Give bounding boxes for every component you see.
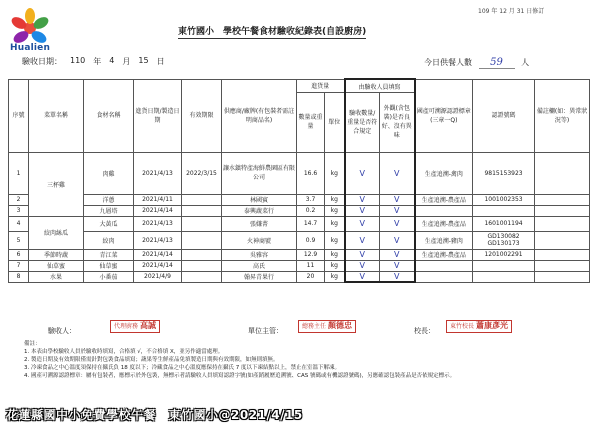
row-seq: 7 (9, 260, 29, 271)
row-date: 2021/4/14 (134, 260, 182, 271)
row-check-pkg: V (380, 194, 415, 205)
row-unit: kg (325, 216, 345, 231)
logo-text: Hualien (10, 43, 51, 53)
row-expiry (182, 231, 222, 249)
photo-caption: 花蓮縣國中小免費學校午餐 東竹國小@2021/4/15 (6, 408, 303, 422)
row-check-pkg: V (380, 249, 415, 260)
inspector-label: 驗收人： (48, 327, 76, 335)
header-supplier: 供應商/廠牌(有包裝者需註明商品名) (222, 79, 297, 152)
row-remarks (535, 216, 590, 231)
note-item: 4. 國產可溯源認證標章：屬有包裝者，應標示於外包裝，無標示者請驗收人員填寫認證字號(如產銷履歷追溯號、CAS 號碼或有機認證號碼)，另應確認包裝產品是否依規定標示。 (24, 373, 456, 379)
row-remarks (535, 271, 590, 282)
row-remarks (535, 205, 590, 216)
row-dish: 三杯雞 (29, 152, 84, 216)
header-remarks: 備註欄(如：異常狀況等) (535, 79, 590, 152)
ingredient-inspection-table (8, 78, 590, 283)
row-qty: 14.7 (297, 216, 325, 231)
row-unit: kg (325, 231, 345, 249)
row-check-pkg: V (380, 205, 415, 216)
notes-section (24, 340, 574, 380)
notes-title: 備註： (24, 341, 41, 347)
row-expiry (182, 194, 222, 205)
header-origin: 國產可溯源認證標章(三章一Q) (415, 79, 473, 152)
row-origin: 生產追溯-農產品 (415, 194, 473, 205)
row-qty: 11 (297, 260, 325, 271)
row-seq: 2 (9, 194, 29, 205)
inspection-date (22, 56, 165, 67)
row-expiry (182, 216, 222, 231)
supervisor-stamp (298, 320, 356, 333)
row-supplier: 翰昇青果行 (222, 271, 297, 282)
principal-stamp-title: 東竹校長 (450, 323, 475, 330)
table-row (9, 231, 590, 249)
row-origin: 生產追溯-農產品 (415, 249, 473, 260)
principal-stamp-name: 蕭康彥光 (476, 321, 509, 330)
supervisor-stamp-title: 總務主任 (302, 323, 327, 330)
row-ingredient: 九層塔 (84, 205, 134, 216)
row-remarks (535, 249, 590, 260)
row-check-qty: V (345, 216, 380, 231)
row-ingredient: 仙草蜜 (84, 260, 134, 271)
row-check-pkg: V (380, 271, 415, 282)
row-ingredient: 肉雞 (84, 152, 134, 194)
row-supplier: 張嫌菁 (222, 216, 297, 231)
header-dish: 菜單名稱 (29, 79, 84, 152)
supervisor-label: 單位主管： (248, 327, 283, 335)
row-origin (415, 260, 473, 271)
servings-unit: 人 (521, 58, 530, 67)
row-cert-no (473, 271, 535, 282)
row-origin: 生產追溯-豬肉 (415, 231, 473, 249)
row-date: 2021/4/13 (134, 231, 182, 249)
row-check-qty: V (345, 194, 380, 205)
row-qty: 0.9 (297, 231, 325, 249)
header-check-pkg: 外觀(含包裝)是否良好、沒有異味 (380, 93, 415, 152)
row-seq: 1 (9, 152, 29, 194)
row-check-pkg: V (380, 216, 415, 231)
row-cert-no (473, 205, 535, 216)
table-row (9, 216, 590, 231)
row-qty: 12.9 (297, 249, 325, 260)
header-receipt-group: 進貨量 (297, 79, 345, 93)
row-expiry: 2022/3/15 (182, 152, 222, 194)
header-expiry: 有效期限 (182, 79, 222, 152)
row-check-qty: V (345, 260, 380, 271)
row-date: 2021/4/9 (134, 271, 182, 282)
supervisor-stamp-name: 顏德忠 (328, 321, 353, 330)
row-unit: kg (325, 194, 345, 205)
row-unit: kg (325, 260, 345, 271)
row-ingredient: 小番茄 (84, 271, 134, 282)
date-day: 15 (138, 56, 149, 65)
date-month: 4 (109, 56, 115, 65)
row-check-qty: V (345, 152, 380, 194)
row-seq: 8 (9, 271, 29, 282)
row-ingredient: 青江菜 (84, 249, 134, 260)
date-year-unit: 年 (93, 57, 102, 66)
principal-label: 校長： (414, 327, 435, 335)
servings-value: 59 (479, 57, 515, 69)
row-ingredient: 洋蔥 (84, 194, 134, 205)
row-unit: kg (325, 249, 345, 260)
row-supplier: 高氏 (222, 260, 297, 271)
note-item: 2. 製造日期及有效期限僅需針對包裝食品填寫；蔬果等生鮮產品免填製造日期與有效期限，如無則填無。 (24, 357, 279, 363)
row-date: 2021/4/13 (134, 152, 182, 194)
note-item: 3. 冷凍食品之中心溫度須保持在攝氏負 18 度以下；冷藏食品之中心溫度應保持在攝氏 7 度以下凍結點以上，禁止在室溫下解凍。 (24, 365, 340, 371)
row-origin (415, 271, 473, 282)
row-seq: 5 (9, 231, 29, 249)
row-cert-no: GD130082 GD130173 (473, 231, 535, 249)
header-seq: 序號 (9, 79, 29, 152)
row-dish: 仙草蜜 (29, 260, 84, 271)
table-row (9, 260, 590, 271)
row-ingredient: 絞肉 (84, 231, 134, 249)
servings-count (424, 57, 529, 69)
row-remarks (535, 194, 590, 205)
note-item: 1. 本表由學校驗收人員於驗收時填寫，合格填 √，不合格填 X，並另作適當處理。 (24, 349, 224, 355)
row-remarks (535, 260, 590, 271)
table-row (9, 271, 590, 282)
row-date: 2021/4/14 (134, 249, 182, 260)
page-title: 東竹國小 學校午餐食材驗收紀錄表(自設廚房) (178, 24, 366, 39)
inspector-stamp-title: 代理廚務 (114, 323, 139, 330)
row-supplier: 林國賓 (222, 194, 297, 205)
row-origin (415, 205, 473, 216)
row-qty: 3.7 (297, 194, 325, 205)
principal-stamp (446, 320, 512, 333)
row-cert-no: 1001002353 (473, 194, 535, 205)
header-date: 進貨日期/製造日期 (134, 79, 182, 152)
row-dish: 絞肉絲瓜 (29, 216, 84, 249)
row-seq: 6 (9, 249, 29, 260)
row-cert-no: 1601001194 (473, 216, 535, 231)
row-check-pkg: V (380, 260, 415, 271)
row-expiry (182, 249, 222, 260)
row-supplier: 讓水鎮特產海鮮農園區有限公司 (222, 152, 297, 194)
row-origin: 生產追溯-禽肉 (415, 152, 473, 194)
row-remarks (535, 231, 590, 249)
row-dish: 季節時蔬 (29, 249, 84, 260)
header-unit: 單位 (325, 93, 345, 152)
header-qty: 數量或重量 (297, 93, 325, 152)
row-date: 2021/4/11 (134, 194, 182, 205)
row-check-qty: V (345, 271, 380, 282)
servings-label: 今日供餐人數 (424, 58, 472, 67)
row-supplier: 吳雅容 (222, 249, 297, 260)
header-ingredient: 食材名稱 (84, 79, 134, 152)
row-check-qty: V (345, 205, 380, 216)
row-origin: 生產追溯-農產品 (415, 216, 473, 231)
row-unit: kg (325, 205, 345, 216)
inspector-stamp-name: 高誠 (140, 321, 157, 330)
row-dish: 水果 (29, 271, 84, 282)
header-check-qty: 驗收數量/重量是否符合規定 (345, 93, 380, 152)
row-qty: 0.2 (297, 205, 325, 216)
date-label: 驗收日期： (22, 57, 62, 66)
table-row (9, 152, 590, 194)
row-ingredient: 大黃瓜 (84, 216, 134, 231)
row-cert-no: 1201002291 (473, 249, 535, 260)
date-year: 110 (70, 56, 86, 65)
revision-note: 109 年 12 月 31 日修訂 (478, 8, 545, 15)
row-check-pkg: V (380, 152, 415, 194)
table-row (9, 194, 590, 205)
row-supplier: 泰興蔬菜行 (222, 205, 297, 216)
row-check-qty: V (345, 231, 380, 249)
row-check-qty: V (345, 249, 380, 260)
table-row (9, 249, 590, 260)
row-supplier: 火神商號 (222, 231, 297, 249)
date-month-unit: 月 (122, 57, 131, 66)
row-date: 2021/4/14 (134, 205, 182, 216)
row-check-pkg: V (380, 231, 415, 249)
row-remarks (535, 152, 590, 194)
row-seq: 4 (9, 216, 29, 231)
row-cert-no: 9815153923 (473, 152, 535, 194)
row-expiry (182, 271, 222, 282)
row-qty: 20 (297, 271, 325, 282)
row-date: 2021/4/13 (134, 216, 182, 231)
row-unit: kg (325, 152, 345, 194)
table-row (9, 205, 590, 216)
row-qty: 16.6 (297, 152, 325, 194)
date-day-unit: 日 (156, 57, 165, 66)
row-unit: kg (325, 271, 345, 282)
row-cert-no (473, 260, 535, 271)
row-seq: 3 (9, 205, 29, 216)
row-expiry (182, 260, 222, 271)
inspector-stamp (110, 320, 160, 333)
row-expiry (182, 205, 222, 216)
header-cert-no: 認證號碼 (473, 79, 535, 152)
header-inspector-group: 由驗收人員填寫 (345, 79, 415, 93)
